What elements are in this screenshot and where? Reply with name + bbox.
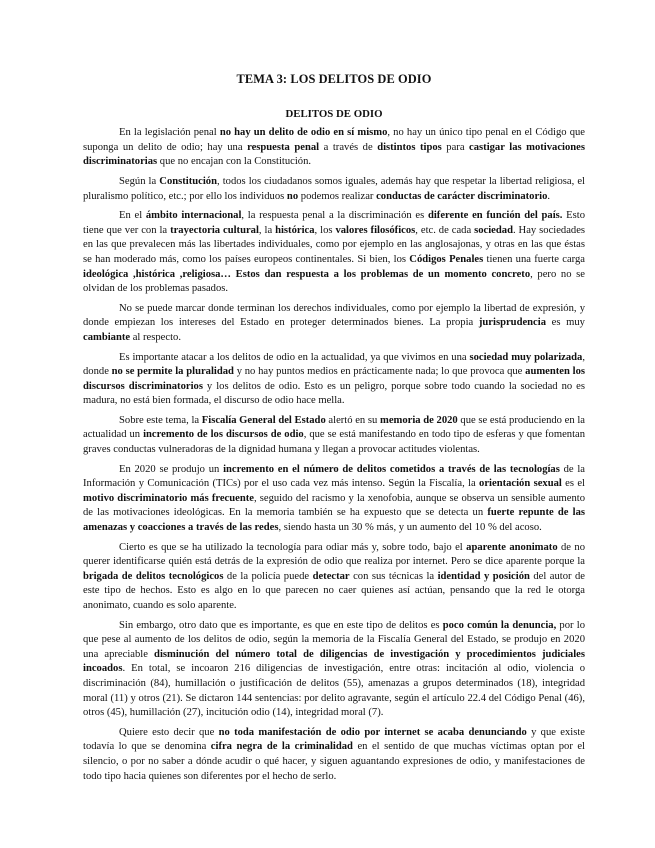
text-run: No se puede marcar donde terminan los derechos individuales, como por ejemplo la libertad de expresión, y donde empiezan los intereses del Estado en proteger determinados bienes. La propia xyxy=(83,302,585,329)
bold-text: aparente anonimato xyxy=(466,541,558,553)
text-run: Quiere esto decir que xyxy=(119,726,219,738)
text-run: Sobre este tema, la xyxy=(119,414,202,426)
bold-text: identidad y posición xyxy=(437,570,530,582)
bold-text: no hay un delito de odio en sí mismo xyxy=(219,127,388,139)
bold-text: orientación sexual xyxy=(479,478,562,490)
text-run: , todos los ciudadanos somos iguales, además hay que respetar la libertad religiosa, el pluralismo político, etc.; por ello los individuos xyxy=(83,175,585,202)
text-run: alertó en su xyxy=(325,414,380,426)
text-run: , los xyxy=(314,224,336,236)
bold-text: histórica xyxy=(275,224,315,236)
text-run: y no hay puntos medios en prácticamente nada; lo que provoca que xyxy=(233,366,526,378)
text-run: En la legislación penal xyxy=(119,127,220,139)
text-run: de la Información y Comunicación (TICs) por el uso cada vez más intenso. Según la Fiscalía, la xyxy=(83,463,585,490)
bold-text: aumenten los discursos discriminatorios xyxy=(83,366,585,392)
text-run: es el xyxy=(561,478,585,490)
text-run: en el sentido de que muchas víctimas optan por el silencio, o por no saber a dónde acudir o qué hacer, y siguen aguantando expresiones de odio, y manifestaciones de todo tipo hacia quienes son diferentes por el hecho de serlo. xyxy=(83,741,585,782)
text-run: En el xyxy=(119,210,146,222)
bold-text: ideológica ,histórica ,religiosa… Estos dan respuesta a los problemas de un momento concreto xyxy=(83,268,531,280)
paragraph xyxy=(83,541,585,614)
text-run: , siendo hasta un 30 % más, y un aumento del 10 % del acoso. xyxy=(278,522,542,534)
paragraph xyxy=(83,302,585,346)
bold-text: jurisprudencia xyxy=(478,317,546,329)
bold-text: fuerte repunte de las amenazas y coacciones a través de las redes xyxy=(83,507,585,534)
text-run: Es importante atacar a los delitos de odio en la actualidad, ya que vivimos en una xyxy=(119,351,470,363)
text-run: Cierto es que se ha utilizado la tecnología para odiar más y, sobre todo, bajo el xyxy=(119,541,467,553)
text-run: En 2020 se produjo un xyxy=(119,463,224,475)
bold-text: disminución del número total de diligencias de investigación y procedimientos judiciales incoados xyxy=(83,648,585,675)
bold-text: poco común la denuncia, xyxy=(442,619,557,631)
paragraph xyxy=(83,414,585,458)
text-run: es muy xyxy=(546,317,585,329)
text-run: Esto tiene que ver con la xyxy=(83,210,585,236)
bold-text: Códigos Penales xyxy=(409,253,484,265)
text-run: podemos realizar xyxy=(298,190,377,202)
bold-text: sociedad muy polarizada xyxy=(469,351,583,363)
document-body xyxy=(83,126,585,784)
text-run: Según la xyxy=(119,175,160,187)
text-run: con sus técnicas la xyxy=(349,570,438,582)
text-run: y los delitos de odio. Esto es un peligro, porque sobre todo cuando la sociedad no es madura, no está bien formada, el discurso de odio hace mella. xyxy=(83,380,585,407)
text-run: , donde xyxy=(83,351,585,378)
text-run: que se está produciendo en la actualidad un xyxy=(83,414,585,441)
section-heading: DELITOS DE ODIO xyxy=(285,107,383,120)
bold-text: no xyxy=(286,190,299,202)
text-run: de la policía puede xyxy=(223,570,313,582)
paragraph xyxy=(83,175,585,204)
bold-text: castigar las motivaciones discriminatorias xyxy=(83,141,585,168)
bold-text: incremento de los discursos de odio xyxy=(143,429,304,441)
text-run: de no querer identificarse quién está detrás de la expresión de odio que realiza por internet. Pero se dice aparente porque la xyxy=(83,541,585,568)
text-run: que no encajan con la Constitución. xyxy=(157,156,312,168)
paragraph xyxy=(83,726,585,784)
text-run: del autor de este tipo de hechos. Esto es algo en lo que parecen no caer quienes así actúan, pensando que la red le otorga anonimato, cuando es solo aparente. xyxy=(83,570,585,611)
text-run: a través de xyxy=(319,141,378,153)
paragraph xyxy=(83,619,585,721)
text-run: Sin embargo, otro dato que es importante, es que en este tipo de delitos es xyxy=(119,619,443,631)
text-run: , seguido del racismo y la xenofobia, aunque se observa un sensible aumento de las motivaciones ideológicas. En la memoria también se ha expuesto que se detecta un xyxy=(83,492,585,519)
text-run: tienen una fuerte carga xyxy=(483,253,585,265)
bold-text: no se permite la pluralidad xyxy=(111,366,234,378)
bold-text: diferente en función del país. xyxy=(427,210,563,222)
bold-text: incremento en el número de delitos cometidos a través de las tecnologías xyxy=(223,463,560,475)
bold-text: Constitución xyxy=(159,175,217,187)
text-run: . xyxy=(547,190,551,202)
bold-text: cifra negra de la criminalidad xyxy=(210,741,353,753)
bold-text: respuesta penal xyxy=(247,141,320,153)
text-run: por lo que pese al aumento de los delitos de odio, según la memoria de la Fiscalía General del Estado, se produjo en 2020 una apreciable xyxy=(83,619,585,660)
text-run: , la xyxy=(258,224,276,236)
text-run: , no hay un único tipo penal en el Código que suponga un delito de odio; hay una xyxy=(83,127,586,153)
text-run: y que existe todavía lo que se denomina xyxy=(83,726,585,753)
bold-text: sociedad xyxy=(474,224,513,236)
bold-text: brigada de delitos tecnológicos xyxy=(83,570,224,582)
paragraph xyxy=(83,351,585,409)
bold-text: detectar xyxy=(312,570,350,582)
document-title: TEMA 3: LOS DELITOS DE ODIO xyxy=(236,72,432,86)
text-run: , pero no se olvidan de los problemas pasados. xyxy=(83,268,585,295)
bold-text: valores filosóficos xyxy=(335,224,416,236)
text-run: para xyxy=(441,141,470,153)
bold-text: trayectoria cultural xyxy=(170,224,259,236)
text-run: . Hay sociedades en las que prevalecen más las libertades individuales, como por ejemplo en las anglosajonas, y otras en las que éstas se han moderado más, como los países europeos continentales. Si bien, los xyxy=(83,224,586,265)
bold-text: distintos tipos xyxy=(377,141,442,153)
paragraph xyxy=(83,126,585,170)
text-run: al respecto. xyxy=(130,331,181,343)
bold-text: no toda manifestación de odio por internet se acaba denunciando xyxy=(218,726,527,738)
text-run: , etc. de cada xyxy=(415,224,475,236)
paragraph xyxy=(83,209,585,297)
text-run: , la respuesta penal a la discriminación es xyxy=(241,210,428,222)
bold-text: ámbito internacional xyxy=(145,210,242,222)
bold-text: memoria de 2020 xyxy=(380,414,458,426)
paragraph xyxy=(83,463,585,536)
bold-text: motivo discriminatorio más frecuente xyxy=(83,492,254,504)
bold-text: Fiscalía General del Estado xyxy=(201,414,326,426)
text-run: . En total, se incoaron 216 diligencias de investigación, entre otras: incitación al odio, violencia o discriminación (84), humillación o justificación de delitos (55), amenazas a grupos determinados (18), integridad moral (11) y otros (21). Se dictaron 144 sentencias: por delito agravante, según el artículo 22.4 del Código Penal (46), otros (45), humillación (27), incitución odio (14), integridad moral (7). xyxy=(83,663,585,719)
bold-text: cambiante xyxy=(83,331,131,343)
text-run: , que se está manifestando en todo tipo de esferas y que fomentan graves conductas vulneradoras de la dignidad humana y llegan a provocar actitudes violentas. xyxy=(83,429,586,456)
bold-text: conductas de carácter discriminatorio xyxy=(376,190,548,202)
